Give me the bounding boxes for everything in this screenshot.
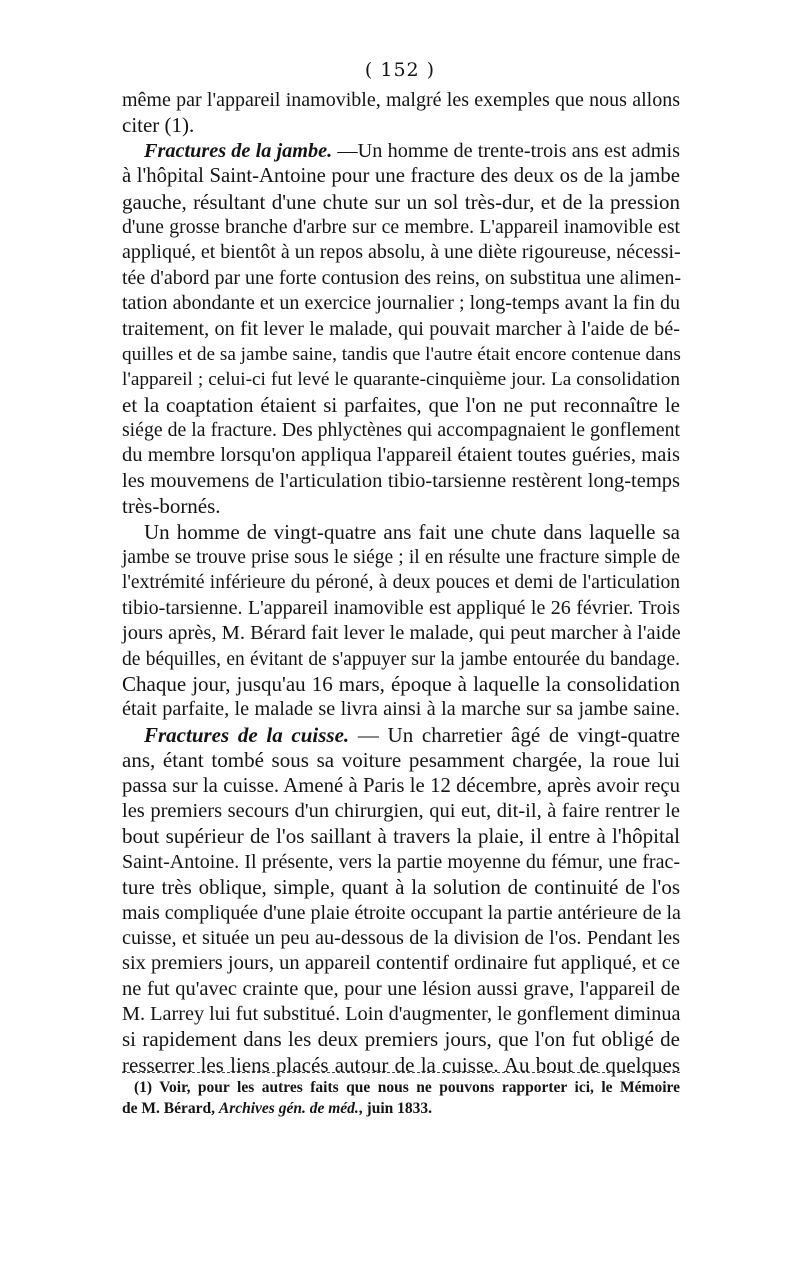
section-heading: Fractures de la cuisse. (144, 722, 350, 747)
text-line (122, 748, 680, 773)
footnote-text: , juin 1833. (358, 1100, 432, 1117)
text-line (122, 901, 680, 926)
footnote (122, 1077, 680, 1119)
line-text: mais compliquée d'une plaie étroite occupant la partie antérieure de la (122, 901, 681, 924)
text-line (122, 113, 680, 138)
line-text: du membre lorsqu'on appliqua l'appareil étaient toutes guéries, mais (122, 444, 680, 467)
line-text: même par l'appareil inamovible, malgré les exemples que nous allons (122, 89, 680, 111)
text-line (122, 393, 680, 418)
line-text: appliqué, et bientôt à un repos absolu, à une diète rigoureuse, nécessi- (122, 241, 681, 264)
text-line (122, 596, 680, 621)
body-text (122, 88, 680, 1078)
line-text: ne fut qu'avec crainte que, pour une lésion aussi grave, l'appareil de (122, 977, 680, 1000)
line-text: siége de la fracture. Des phlyctènes qui accompagnaient le gonflement (122, 419, 680, 442)
line-text: resserrer les liens placés autour de la cuisse. Au bout de quelques (122, 1052, 680, 1077)
line-text: — Un charretier âgé de vingt-quatre (349, 722, 680, 747)
text-line (122, 190, 680, 215)
line-text: passa sur la cuisse. Amené à Paris le 12 décembre, après avoir reçu (122, 774, 680, 797)
line-text: Chaque jour, jusqu'au 16 mars, époque à laquelle la consolidation (122, 671, 680, 696)
text-line (122, 367, 680, 392)
text-line (122, 647, 680, 672)
line-text: traitement, on fit lever le malade, qui pouvait marcher à l'aide de bé- (122, 317, 680, 340)
text-line (122, 240, 680, 265)
line-text: six premiers jours, un appareil contentif ordinaire fut appliqué, et ce (122, 952, 680, 975)
text-line (122, 723, 680, 748)
line-text: quilles et de sa jambe saine, tandis que l'autre était encore contenue dans (122, 343, 681, 365)
text-line (122, 215, 680, 240)
text-line (122, 418, 680, 443)
line-text: citer (1). (122, 113, 195, 138)
text-line (122, 520, 680, 545)
text-line (122, 494, 680, 519)
text-line (122, 850, 680, 875)
footnote-line (122, 1098, 680, 1119)
line-text: à l'hôpital Saint-Antoine pour une fracture des deux os de la jambe (122, 165, 680, 188)
line-text: et la coaptation étaient si parfaites, que l'on ne put reconnaître le (122, 392, 680, 417)
line-text: l'extrémité inférieure du péroné, à deux pouces et demi de l'articulation (122, 572, 680, 594)
text-line (122, 951, 680, 976)
line-text: les mouvemens de l'articulation tibio-tarsienne restèrent long-temps (122, 469, 680, 492)
line-text: ture très oblique, simple, quant à la solution de continuité de l'os (122, 875, 680, 900)
line-text: cuisse, et située un peu au-dessous de la division de l'os. Pendant les (122, 926, 680, 949)
line-text: était parfaite, le malade se livra ainsi à la marche sur sa jambe saine. (122, 698, 680, 721)
line-text: de béquilles, en évitant de s'appuyer sur la jambe entourée du bandage. (122, 648, 680, 670)
text-line (122, 926, 680, 951)
line-text: l'appareil ; celui-ci fut levé le quarante-cinquième jour. La consolidation (122, 369, 680, 391)
text-line (122, 1002, 680, 1027)
text-line (122, 342, 680, 367)
text-line (122, 621, 680, 646)
text-line (122, 139, 680, 164)
text-line (122, 266, 680, 291)
footnote-separator (122, 1072, 680, 1073)
line-text: ans, étant tombé sous sa voiture pesamment chargée, la roue lui (122, 748, 680, 773)
text-line (122, 672, 680, 697)
line-text: si rapidement dans les deux premiers jours, que l'on fut obligé de (122, 1027, 680, 1052)
footnote-text: de M. Bérard, (122, 1100, 219, 1117)
footnote-journal-title: Archives gén. de méd. (218, 1100, 359, 1117)
line-text: d'une grosse branche d'arbre sur ce membre. L'appareil inamovible est (122, 215, 680, 238)
line-text: —Un homme de trente-trois ans est admis (332, 139, 680, 162)
text-line (122, 1053, 680, 1078)
text-line (122, 799, 680, 824)
text-line (122, 1027, 680, 1052)
line-text: tation abondante et un exercice journalier ; long-temps avant la fin du (122, 292, 680, 315)
text-line (122, 774, 680, 799)
line-text: les premiers secours d'un chirurgien, qui eut, dit-il, à faire rentrer le (122, 799, 680, 822)
text-line (122, 977, 680, 1002)
line-text: Un homme de vingt-quatre ans fait une chute dans laquelle sa (144, 519, 680, 544)
line-text: bout supérieur de l'os saillant à travers la plaie, il entre à l'hôpital (122, 824, 680, 849)
footnote-line: (1) Voir, pour les autres faits que nous ne pouvons rapporter ici, le Mémoire (134, 1079, 680, 1096)
text-line (122, 443, 680, 468)
text-line (122, 469, 680, 494)
text-line (122, 164, 680, 189)
line-text: jambe se trouve prise sous le siége ; il en résulte une fracture simple de (122, 547, 680, 569)
line-text: tée d'abord par une forte contusion des reins, on substitua une alimen- (122, 266, 682, 289)
text-line (122, 317, 680, 342)
text-line (122, 291, 680, 316)
section-heading: Fractures de la jambe. (144, 139, 333, 162)
line-text: jours après, M. Bérard fait lever le malade, qui peut marcher à l'aide (122, 622, 681, 645)
line-text: M. Larrey lui fut substitué. Loin d'augmenter, le gonflement diminua (122, 1003, 681, 1026)
line-text: tibio-tarsienne. L'appareil inamovible est appliqué le 26 février. Trois (122, 596, 680, 619)
text-line (122, 824, 680, 849)
text-line (122, 875, 680, 900)
line-text: Saint-Antoine. Il présente, vers la partie moyenne du fémur, une frac- (122, 850, 680, 873)
text-line (122, 545, 680, 570)
line-text: gauche, résultant d'une chute sur un sol très-dur, et de la pression (122, 189, 680, 214)
line-text: très-bornés. (122, 494, 221, 519)
text-line (122, 88, 680, 113)
text-line (122, 697, 680, 722)
page-number: ( 152 ) (364, 59, 436, 81)
text-line (122, 570, 680, 595)
